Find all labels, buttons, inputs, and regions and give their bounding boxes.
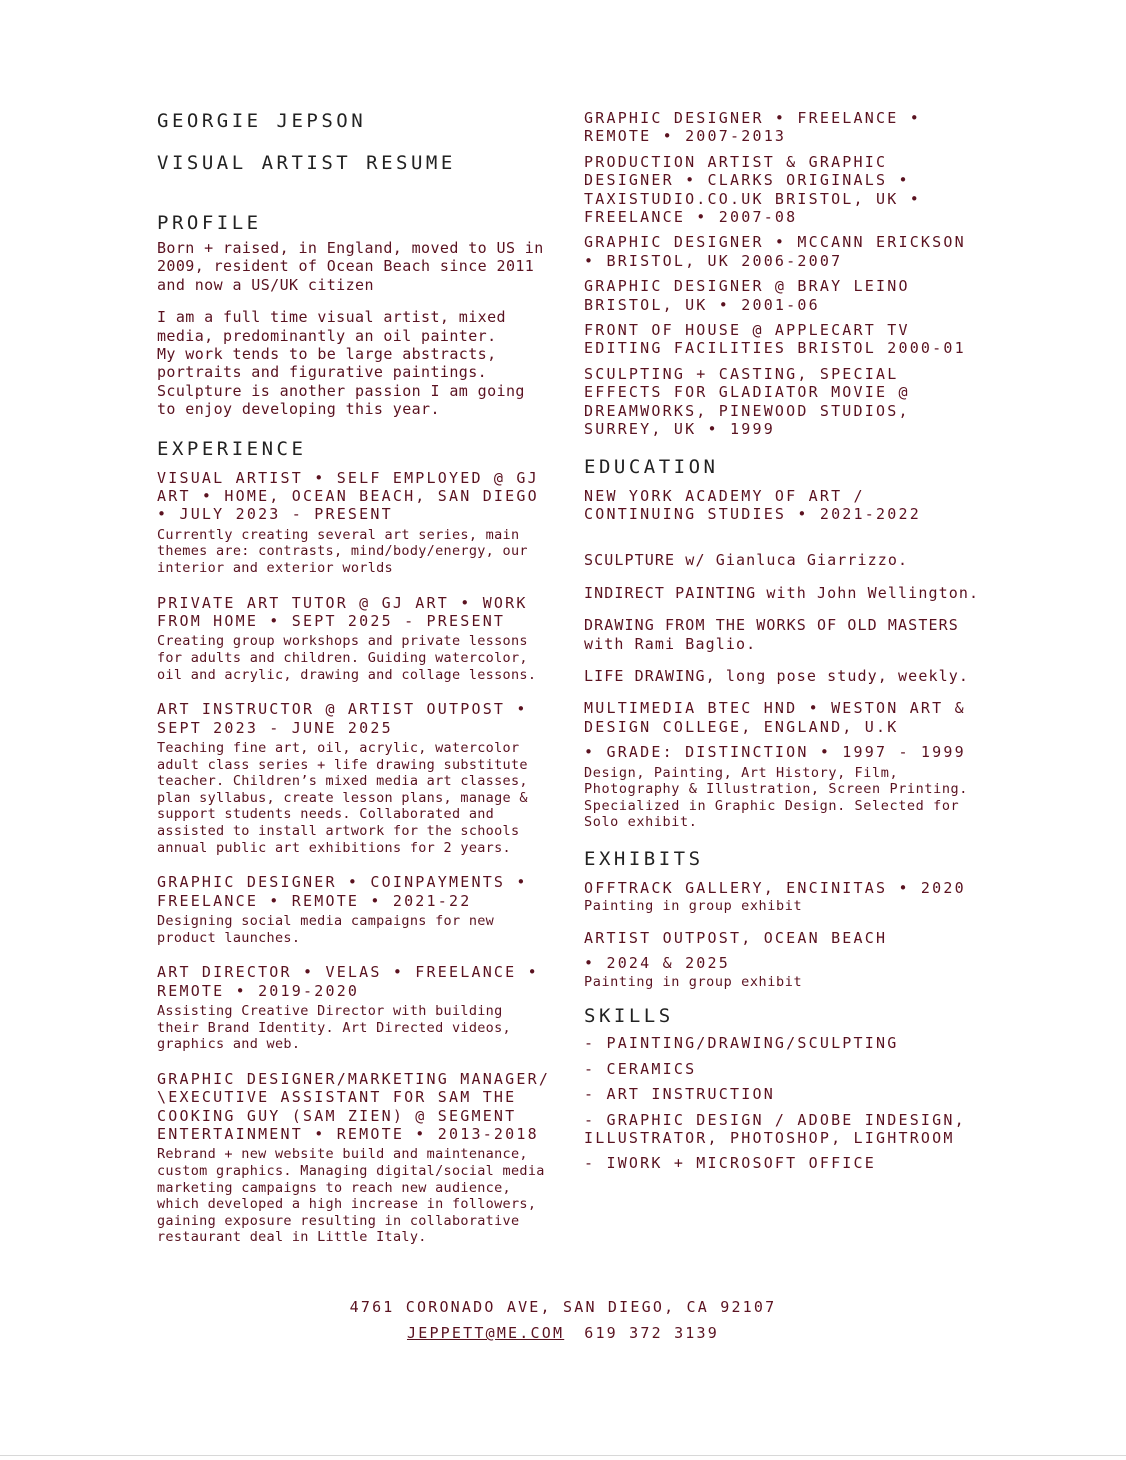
contact-address: 4761 CORONADO AVE, SAN DIEGO, CA 92107 (349, 1298, 777, 1316)
exhibit-description: Painting in group exhibit (584, 973, 803, 990)
job-entry (157, 700, 552, 856)
job-title: SCULPTING + CASTING, SPECIAL EFFECTS FOR GLADIATOR MOVIE @ DREAMWORKS, PINEWOOD STUDIOS, SURREY, UK • 1999 (584, 364, 910, 439)
experience-heading: EXPERIENCE (157, 437, 307, 460)
contact-phone: 619 372 3139 (584, 1324, 719, 1342)
skill-item: - IWORK + MICROSOFT OFFICE (584, 1154, 876, 1173)
education-course: LIFE DRAWING, long pose study, weekly. (584, 666, 969, 685)
job-title: PRIVATE ART TUTOR @ GJ ART • WORK FROM HOME • SEPT 2025 - PRESENT (157, 593, 528, 631)
job-description: Assisting Creative Director with building their Brand Identity. Art Directed videos, graphics and web. (157, 1003, 511, 1053)
exhibit-title-line2: • 2024 & 2025 (584, 954, 730, 973)
skill-item: - GRAPHIC DESIGN / ADOBE INDESIGN, ILLUSTRATOR, PHOTOSHOP, LIGHTROOM (584, 1110, 966, 1147)
contact-line (0, 1324, 1126, 1342)
job-entry (157, 963, 552, 1053)
exhibit-title: ARTIST OUTPOST, OCEAN BEACH (584, 928, 888, 947)
skills-heading: SKILLS (584, 1005, 674, 1028)
resume-subtitle: VISUAL ARTIST RESUME (157, 152, 456, 174)
job-entry (157, 873, 552, 946)
job-description: Teaching fine art, oil, acrylic, watercolor adult class series + life drawing substitute teacher. Children’s mixed media art classes, plan syllabus, create lesson plans, manage & support students needs. Collaborated and assisted to install artwork for the schools annual public art exhibitions for 2 years. (157, 740, 528, 856)
profile-heading: PROFILE (157, 212, 262, 234)
education-course: SCULPTURE w/ Gianluca Giarrizzo. (584, 551, 909, 570)
education-btec-title: MULTIMEDIA BTEC HND • WESTON ART & DESIGN COLLEGE, ENGLAND, U.K (584, 699, 966, 736)
job-title: VISUAL ARTIST • SELF EMPLOYED @ GJ ART • HOME, OCEAN BEACH, SAN DIEGO • JULY 2023 - PRESENT (157, 468, 539, 524)
education-btec-grade: • GRADE: DISTINCTION • 1997 - 1999 (584, 743, 966, 762)
skill-item: - PAINTING/DRAWING/SCULPTING (584, 1034, 899, 1053)
exhibit-title: OFFTRACK GALLERY, ENCINITAS • 2020 (584, 878, 966, 897)
page-bottom-divider (0, 1455, 1126, 1456)
profile-paragraph: Born + raised, in England, moved to US in 2009, resident of Ocean Beach since 2011 and now a US/UK citizen (157, 239, 544, 294)
job-entry (157, 594, 552, 684)
job-entry (157, 1070, 552, 1246)
job-title: ART INSTRUCTOR @ ARTIST OUTPOST • SEPT 2023 - JUNE 2025 (157, 700, 528, 737)
job-title: PRODUCTION ARTIST & GRAPHIC DESIGNER • CLARKS ORIGINALS • TAXISTUDIO.CO.UK BRISTOL, UK • FREELANCE • 2007-08 (584, 152, 921, 227)
job-title: GRAPHIC DESIGNER • MCCANN ERICKSON • BRISTOL, UK 2006-2007 (584, 233, 966, 270)
job-title: ART DIRECTOR • VELAS • FREELANCE • REMOTE • 2019-2020 (157, 963, 539, 1000)
education-course: DRAWING FROM THE WORKS OF OLD MASTERS with Rami Baglio. (584, 616, 959, 653)
skill-item: - CERAMICS (584, 1059, 697, 1078)
education-academy: NEW YORK ACADEMY OF ART / CONTINUING STUDIES • 2021-2022 (584, 486, 921, 523)
right-column (584, 109, 984, 1180)
job-entry (157, 469, 552, 577)
job-title: GRAPHIC DESIGNER/MARKETING MANAGER/ \EXECUTIVE ASSISTANT FOR SAM THE COOKING GUY (SAM ZIEN) @ SEGMENT ENTERTAINMENT • REMOTE • 2013-2018 (157, 1069, 551, 1144)
contact-email-link[interactable]: JEPPETT@ME.COM (406, 1324, 565, 1342)
job-title: GRAPHIC DESIGNER @ BRAY LEINO BRISTOL, UK • 2001-06 (584, 277, 910, 314)
exhibit-entry (584, 929, 984, 990)
exhibit-description: Painting in group exhibit (584, 898, 803, 915)
exhibits-heading: EXHIBITS (584, 847, 704, 870)
exhibit-entry (584, 879, 984, 915)
job-description: Creating group workshops and private lessons for adults and children. Guiding watercolor, oil and acrylic, drawing and collage lessons. (157, 633, 537, 683)
job-description: Rebrand + new website build and maintenance, custom graphics. Managing digital/social media marketing campaigns to reach new audience, which developed a high increase in followers, gaining exposure resulting in collaborative restaurant deal in Little Italy. (157, 1146, 545, 1246)
resume-name: GEORGIE JEPSON (157, 110, 367, 132)
job-title: GRAPHIC DESIGNER • FREELANCE • REMOTE • 2007-2013 (584, 109, 921, 146)
job-title: FRONT OF HOUSE @ APPLECART TV EDITING FACILITIES BRISTOL 2000-01 (584, 321, 966, 358)
job-description: Designing social media campaigns for new product launches. (157, 913, 495, 946)
education-course: INDIRECT PAINTING with John Wellington. (584, 583, 980, 602)
education-heading: EDUCATION (584, 455, 719, 478)
job-description: Currently creating several art series, main themes are: contrasts, mind/body/energy, our interior and exterior worlds (157, 526, 528, 577)
left-column (157, 109, 552, 1260)
job-title: GRAPHIC DESIGNER • COINPAYMENTS • FREELANCE • REMOTE • 2021-22 (157, 873, 528, 910)
profile-paragraph: I am a full time visual artist, mixed media, predominantly an oil painter. My work tends to be large abstracts, portraits and figurative paintings. Sculpture is another passion I am going to enjoy developing this year. (157, 308, 525, 419)
skill-item: - ART INSTRUCTION (584, 1085, 775, 1104)
education-btec-description: Design, Painting, Art History, Film, Photography & Illustration, Screen Printing. Specialized in Graphic Design. Selected for Solo exhibit. (584, 764, 969, 831)
